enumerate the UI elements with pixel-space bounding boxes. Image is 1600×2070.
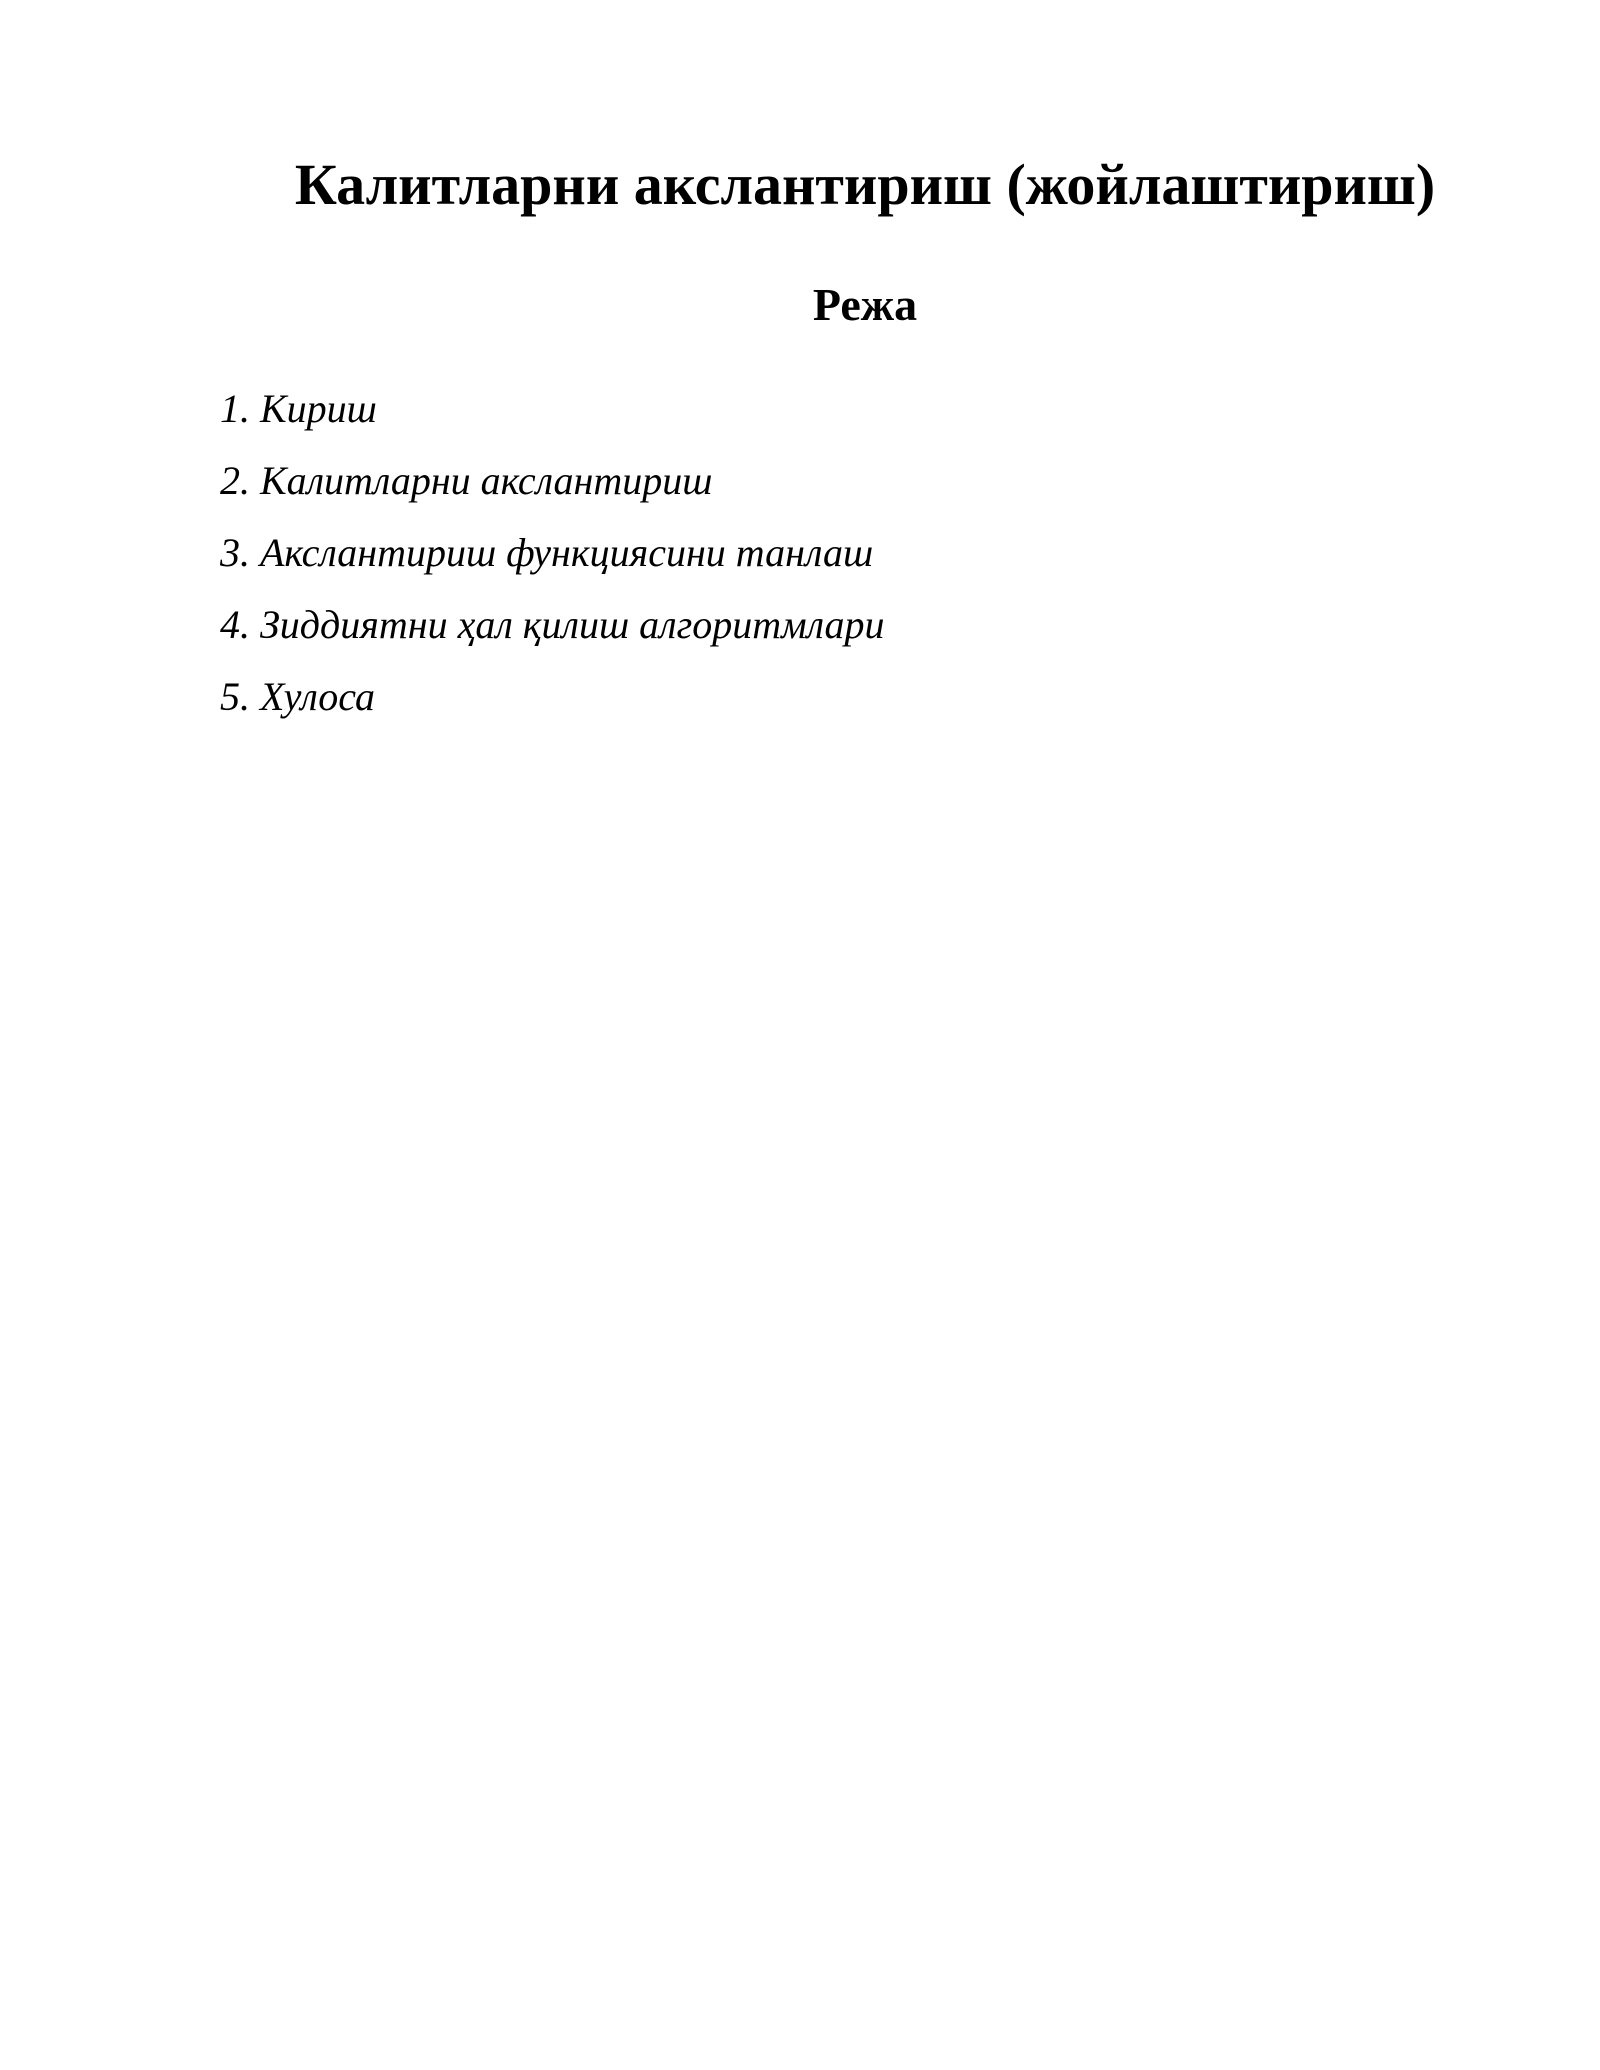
plan-item-mapping-function: 3. Акслантириш функциясини танлаш [220, 530, 874, 575]
plan-item-introduction: 1. Кириш [220, 386, 377, 431]
document-title: Калитларни акслантириш (жойлаштириш) [294, 152, 1436, 217]
plan-item-conflict-resolution: 4. Зиддиятни ҳал қилиш алгоритмлари [220, 602, 885, 647]
plan-heading: Режа [812, 279, 918, 330]
plan-item-conclusion: 5. Хулоса [220, 674, 375, 719]
plan-list [220, 385, 885, 745]
plan-item-key-mapping: 2. Калитларни акслантириш [220, 458, 713, 503]
